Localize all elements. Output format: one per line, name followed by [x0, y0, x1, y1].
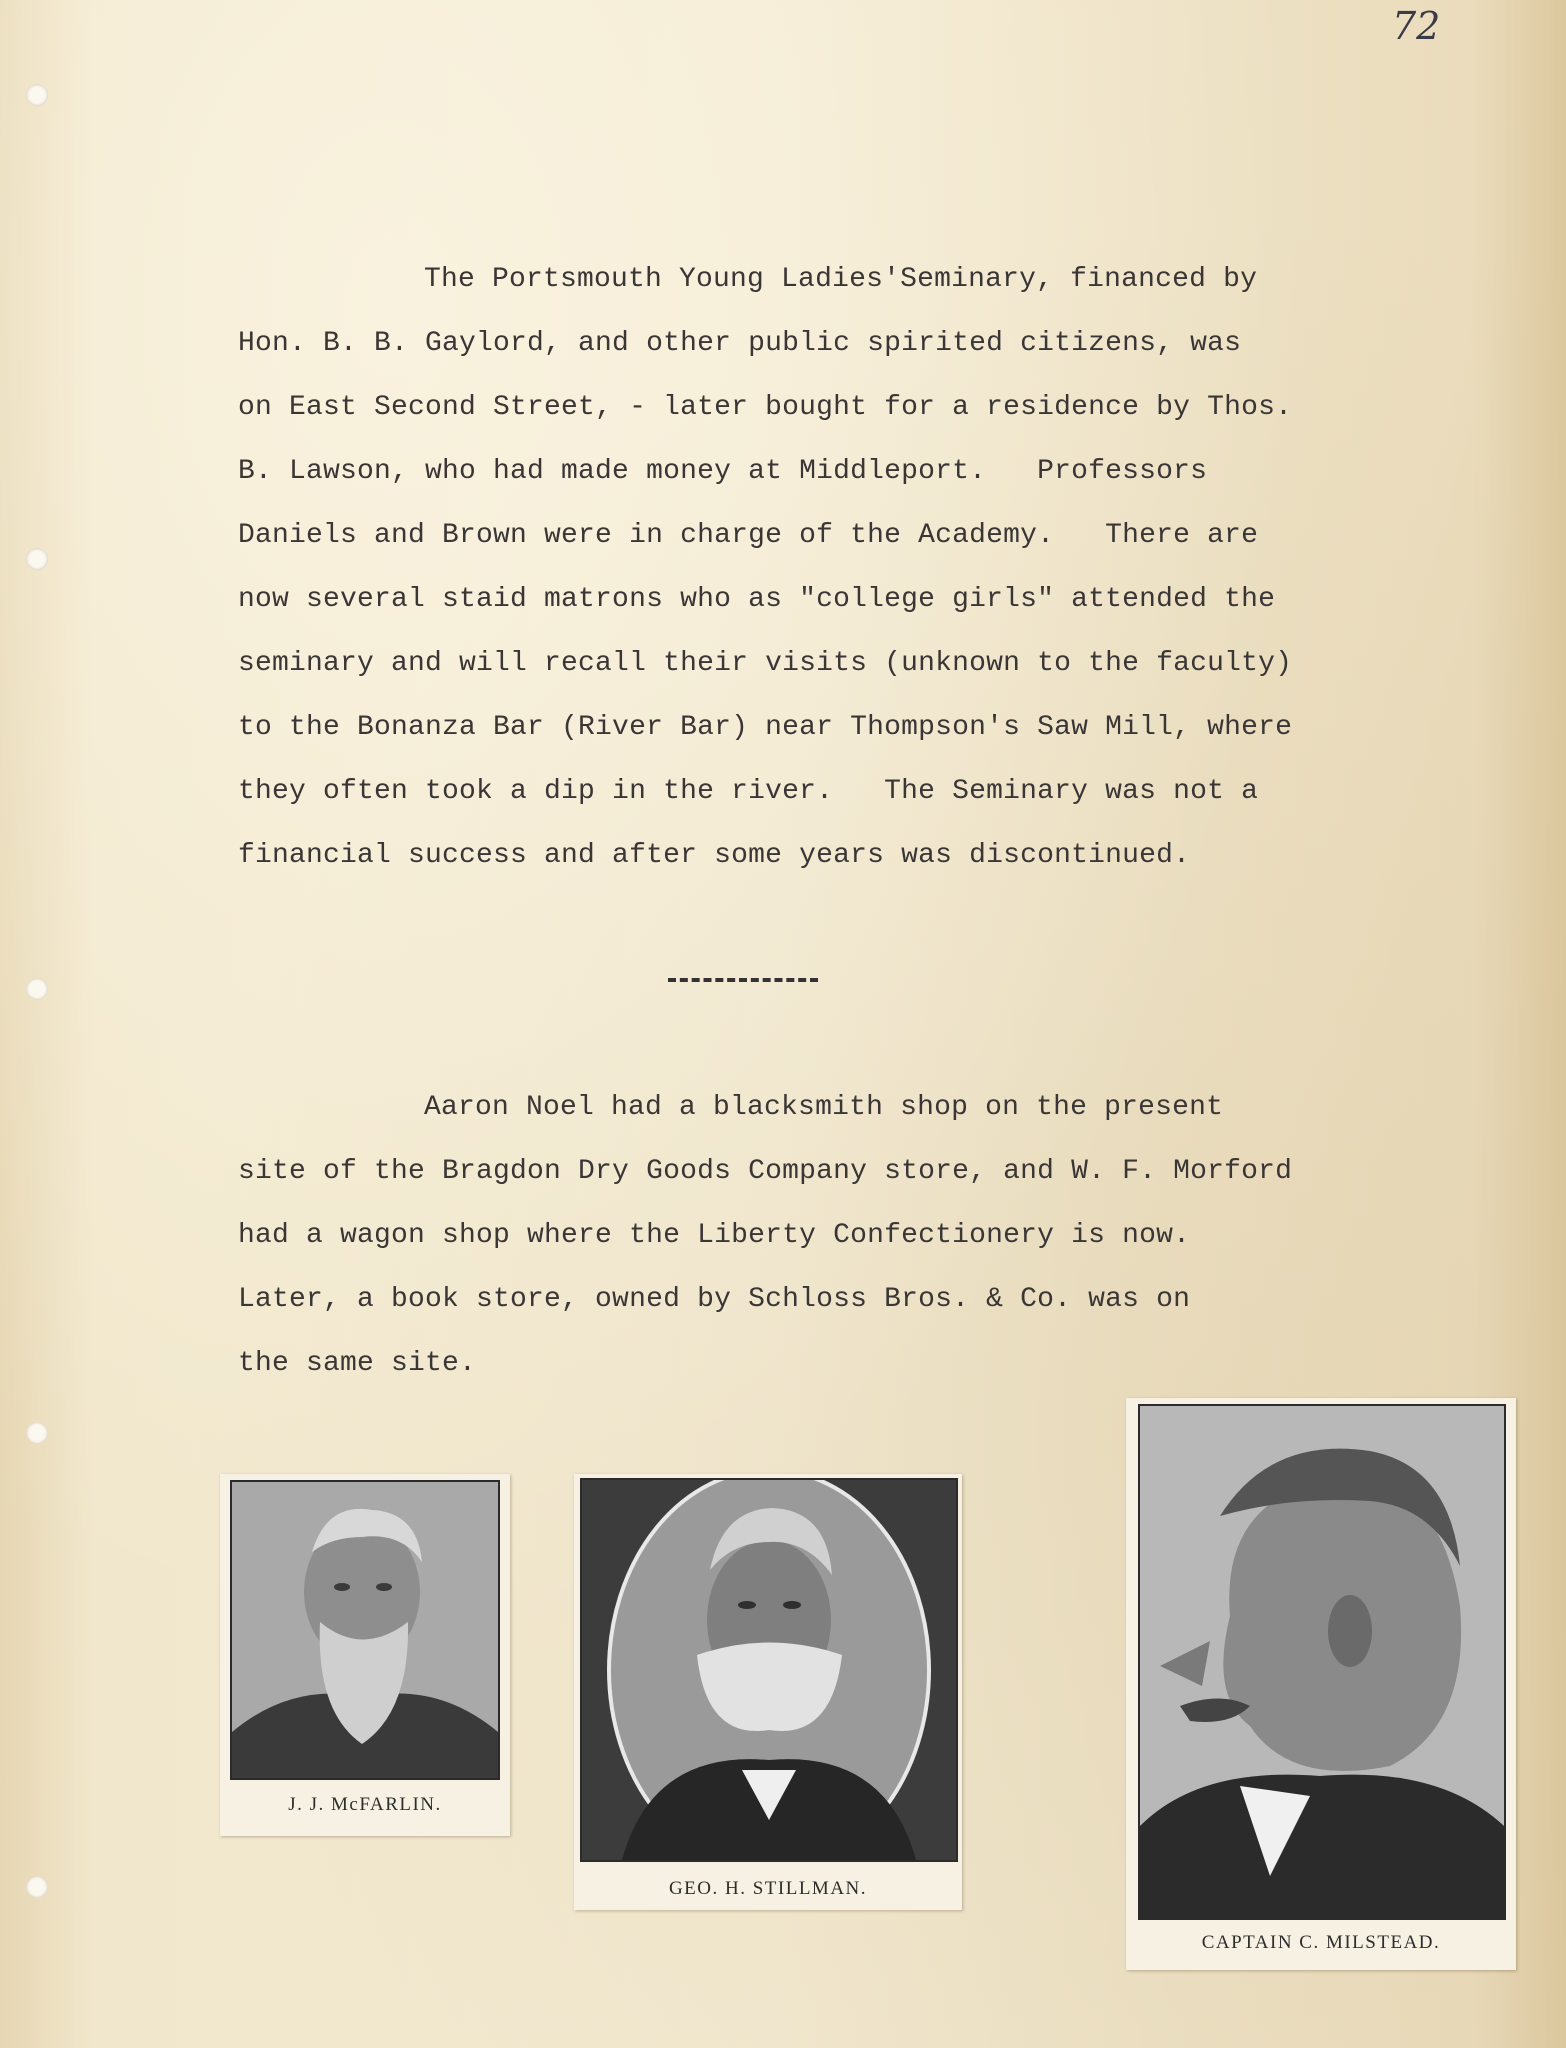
paragraph-seminary [238, 248, 1418, 888]
text-line: Aaron Noel had a blacksmith shop on the present [424, 1092, 1224, 1123]
portrait-photo [1138, 1404, 1506, 1920]
section-divider [668, 978, 818, 986]
text-line: on East Second Street, - later bought for a residence by Thos. [238, 392, 1293, 423]
portrait-caption: GEO. H. STILLMAN. [668, 1878, 868, 1899]
text-line: Hon. B. B. Gaylord, and other public spirited citizens, was [238, 328, 1242, 359]
portrait-card-mcfarlin [220, 1474, 510, 1836]
text-line: financial success and after some years was discontinued. [238, 840, 1191, 871]
binder-hole [26, 548, 48, 570]
text-line: Later, a book store, owned by Schloss Bros. & Co. was on [238, 1284, 1191, 1315]
text-line: now several staid matrons who as "college girls" attended the [238, 584, 1276, 615]
text-line: to the Bonanza Bar (River Bar) near Thompson's Saw Mill, where [238, 712, 1293, 743]
text-line: site of the Bragdon Dry Goods Company store, and W. F. Morford [238, 1156, 1293, 1187]
binder-hole [26, 978, 48, 1000]
text-line: The Portsmouth Young Ladies'Seminary, financed by [424, 264, 1258, 295]
portrait-photo [580, 1478, 958, 1862]
mustached-man-portrait [582, 1480, 956, 1860]
portrait-photo [230, 1480, 500, 1780]
page-number: 72 [1392, 4, 1441, 48]
portrait-card-stillman [574, 1474, 962, 1910]
text-line: seminary and will recall their visits (unknown to the faculty) [238, 648, 1293, 679]
portrait-caption: J. J. McFARLIN. [288, 1794, 442, 1815]
text-line: B. Lawson, who had made money at Middleport. Professors [238, 456, 1208, 487]
binder-hole [26, 1422, 48, 1444]
portrait-caption: CAPTAIN C. MILSTEAD. [1201, 1932, 1441, 1953]
binder-hole [26, 1876, 48, 1898]
text-line: they often took a dip in the river. The Seminary was not a [238, 776, 1259, 807]
text-line: Daniels and Brown were in charge of the Academy. There are [238, 520, 1259, 551]
text-line: had a wagon shop where the Liberty Confectionery is now. [238, 1220, 1191, 1251]
portrait-card-milstead [1126, 1398, 1516, 1970]
binder-hole [26, 84, 48, 106]
paragraph-blacksmith [238, 1076, 1418, 1396]
profile-man-portrait [1140, 1406, 1504, 1918]
text-line: the same site. [238, 1348, 477, 1379]
bearded-man-portrait [232, 1482, 498, 1778]
